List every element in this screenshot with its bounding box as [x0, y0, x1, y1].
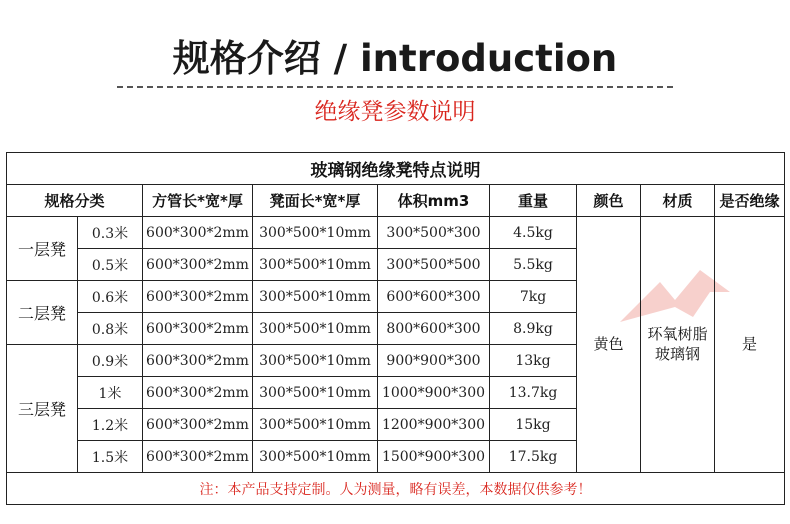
seat-size-cell: 300*500*10mm [253, 345, 378, 377]
height-cell: 0.6米 [78, 281, 143, 313]
page-title: 规格介绍 / introduction [172, 37, 618, 80]
column-header-insulated: 是否绝缘 [715, 185, 785, 217]
volume-cell: 1200*900*300 [378, 409, 490, 441]
volume-cell: 300*500*500 [378, 249, 490, 281]
weight-cell: 8.9kg [490, 313, 577, 345]
column-header-material: 材质 [641, 185, 715, 217]
layer-cell: 二层凳 [7, 281, 78, 345]
volume-cell: 800*600*300 [378, 313, 490, 345]
column-header-color: 颜色 [577, 185, 641, 217]
tube-size-cell: 600*300*2mm [143, 313, 253, 345]
column-header-tube: 方管长*宽*厚 [143, 185, 253, 217]
weight-cell: 13kg [490, 345, 577, 377]
tube-size-cell: 600*300*2mm [143, 249, 253, 281]
insulated-cell: 是 [715, 217, 785, 473]
weight-cell: 13.7kg [490, 377, 577, 409]
weight-cell: 7kg [490, 281, 577, 313]
spec-table [6, 152, 785, 505]
volume-cell: 600*600*300 [378, 281, 490, 313]
height-cell: 0.5米 [78, 249, 143, 281]
seat-size-cell: 300*500*10mm [253, 281, 378, 313]
seat-size-cell: 300*500*10mm [253, 377, 378, 409]
volume-cell: 300*500*300 [378, 217, 490, 249]
volume-cell: 900*900*300 [378, 345, 490, 377]
volume-cell: 1000*900*300 [378, 377, 490, 409]
table-header-row [7, 185, 785, 217]
table-title-row [7, 153, 785, 185]
column-header-weight: 重量 [490, 185, 577, 217]
height-cell: 0.9米 [78, 345, 143, 377]
tube-size-cell: 600*300*2mm [143, 281, 253, 313]
tube-size-cell: 600*300*2mm [143, 217, 253, 249]
tube-size-cell: 600*300*2mm [143, 377, 253, 409]
height-cell: 1.5米 [78, 441, 143, 473]
note-text: 注：本产品支持定制。人为测量，略有误差，本数据仅供参考！ [7, 473, 785, 505]
weight-cell: 15kg [490, 409, 577, 441]
column-header-seat: 凳面长*宽*厚 [253, 185, 378, 217]
column-header-volume: 体积mm3 [378, 185, 490, 217]
table-row [7, 217, 785, 249]
seat-size-cell: 300*500*10mm [253, 313, 378, 345]
weight-cell: 5.5kg [490, 249, 577, 281]
height-cell: 0.3米 [78, 217, 143, 249]
height-cell: 1米 [78, 377, 143, 409]
layer-cell: 一层凳 [7, 217, 78, 281]
note-row [7, 473, 785, 505]
table-title: 玻璃钢绝缘凳特点说明 [7, 153, 785, 185]
dashed-divider [117, 86, 673, 88]
seat-size-cell: 300*500*10mm [253, 249, 378, 281]
height-cell: 0.8米 [78, 313, 143, 345]
tube-size-cell: 600*300*2mm [143, 441, 253, 473]
tube-size-cell: 600*300*2mm [143, 345, 253, 377]
page-subtitle: 绝缘凳参数说明 [314, 99, 476, 125]
volume-cell: 1500*900*300 [378, 441, 490, 473]
column-header-spec: 规格分类 [7, 185, 143, 217]
seat-size-cell: 300*500*10mm [253, 409, 378, 441]
weight-cell: 17.5kg [490, 441, 577, 473]
color-cell: 黄色 [577, 217, 641, 473]
layer-cell: 三层凳 [7, 345, 78, 473]
seat-size-cell: 300*500*10mm [253, 217, 378, 249]
seat-size-cell: 300*500*10mm [253, 441, 378, 473]
material-cell: 环氧树脂玻璃钢 [641, 217, 715, 473]
height-cell: 1.2米 [78, 409, 143, 441]
tube-size-cell: 600*300*2mm [143, 409, 253, 441]
weight-cell: 4.5kg [490, 217, 577, 249]
